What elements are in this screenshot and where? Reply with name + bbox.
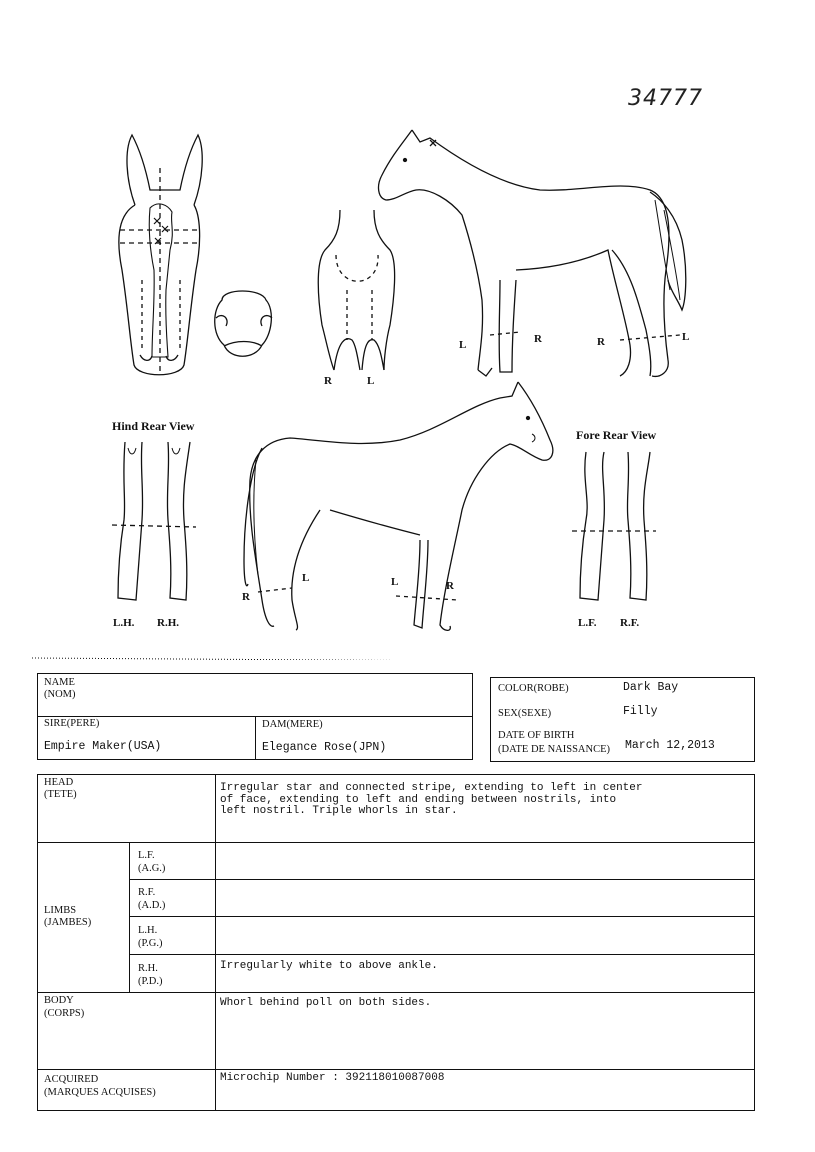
- label-front-r: R: [324, 375, 332, 387]
- body-label: BODY: [44, 995, 74, 1006]
- chest-front-view: [318, 210, 394, 370]
- fore-rear-view: [572, 452, 656, 600]
- dam-label: DAM(MERE): [262, 719, 323, 730]
- limbs-label: LIMBS: [44, 905, 77, 916]
- handwritten-number: 34777: [628, 86, 703, 111]
- acquired-label: ACQUIRED: [44, 1074, 99, 1085]
- label-side-top-l1: L: [459, 339, 467, 351]
- hind-rear-view-title: Hind Rear View: [112, 419, 195, 433]
- rh-value: Irregularly white to above ankle.: [220, 960, 438, 972]
- label-side-top-r1: R: [534, 333, 542, 345]
- label-side-top-r2: R: [597, 336, 605, 348]
- rh-label-fr: (P.D.): [138, 976, 163, 987]
- rf-label-fr: (A.D.): [138, 900, 166, 911]
- lh-label-fr: (P.G.): [138, 938, 163, 949]
- label-rf: R.F.: [620, 617, 640, 629]
- head-value: Irregular star and connected stripe, extending to left in center of face, extending to left and ending between nostrils, into left nostril. Triple whorls in star.: [220, 782, 643, 817]
- hind-rear-view: [112, 442, 196, 600]
- head-front-view: [119, 135, 202, 375]
- body-label-fr: (CORPS): [44, 1008, 85, 1019]
- body-value: Whorl behind poll on both sides.: [220, 997, 432, 1009]
- color-label: COLOR(ROBE): [498, 683, 569, 694]
- lf-label: L.F.: [138, 850, 155, 861]
- identity-box: [37, 673, 473, 760]
- color-sex-dob-box: [490, 677, 755, 762]
- acquired-label-fr: (MARQUES ACQUISES): [44, 1087, 156, 1098]
- sex-value: Filly: [623, 705, 658, 718]
- label-front-l: L: [367, 375, 375, 387]
- label-side-bottom-l2: L: [391, 576, 399, 588]
- rf-label: R.F.: [138, 887, 156, 898]
- name-label: NAME: [44, 677, 75, 688]
- dob-label: DATE OF BIRTH: [498, 730, 575, 741]
- sire-value: Empire Maker(USA): [44, 740, 162, 753]
- label-side-bottom-r1: R: [242, 591, 250, 603]
- limbs-label-fr: (JAMBES): [44, 917, 92, 928]
- label-side-top-l2: L: [682, 331, 690, 343]
- label-side-bottom-r2: R: [446, 580, 454, 592]
- label-rh: R.H.: [157, 617, 179, 629]
- horse-side-view-right: [244, 382, 553, 630]
- sire-label: SIRE(PERE): [44, 718, 100, 729]
- acquired-value: Microchip Number : 392118010087008: [220, 1072, 445, 1084]
- lh-label: L.H.: [138, 925, 158, 936]
- name-label-fr: (NOM): [44, 689, 76, 700]
- rh-label: R.H.: [138, 963, 158, 974]
- head-label: HEAD: [44, 777, 74, 788]
- horse-side-view-left: [379, 130, 686, 376]
- label-side-bottom-l1: L: [302, 572, 310, 584]
- label-lh: L.H.: [113, 617, 135, 629]
- head-label-fr: (TETE): [44, 789, 77, 800]
- color-value: Dark Bay: [623, 681, 679, 694]
- dob-value: March 12,2013: [625, 739, 715, 752]
- sex-label: SEX(SEXE): [498, 708, 552, 719]
- lf-label-fr: (A.G.): [138, 863, 166, 874]
- markings-table: [37, 774, 755, 1111]
- fore-rear-view-title: Fore Rear View: [576, 428, 657, 442]
- dob-label-fr: (DATE DE NAISSANCE): [498, 744, 610, 755]
- muzzle-view: [215, 291, 272, 356]
- dam-value: Elegance Rose(JPN): [262, 741, 387, 754]
- label-lf: L.F.: [578, 617, 597, 629]
